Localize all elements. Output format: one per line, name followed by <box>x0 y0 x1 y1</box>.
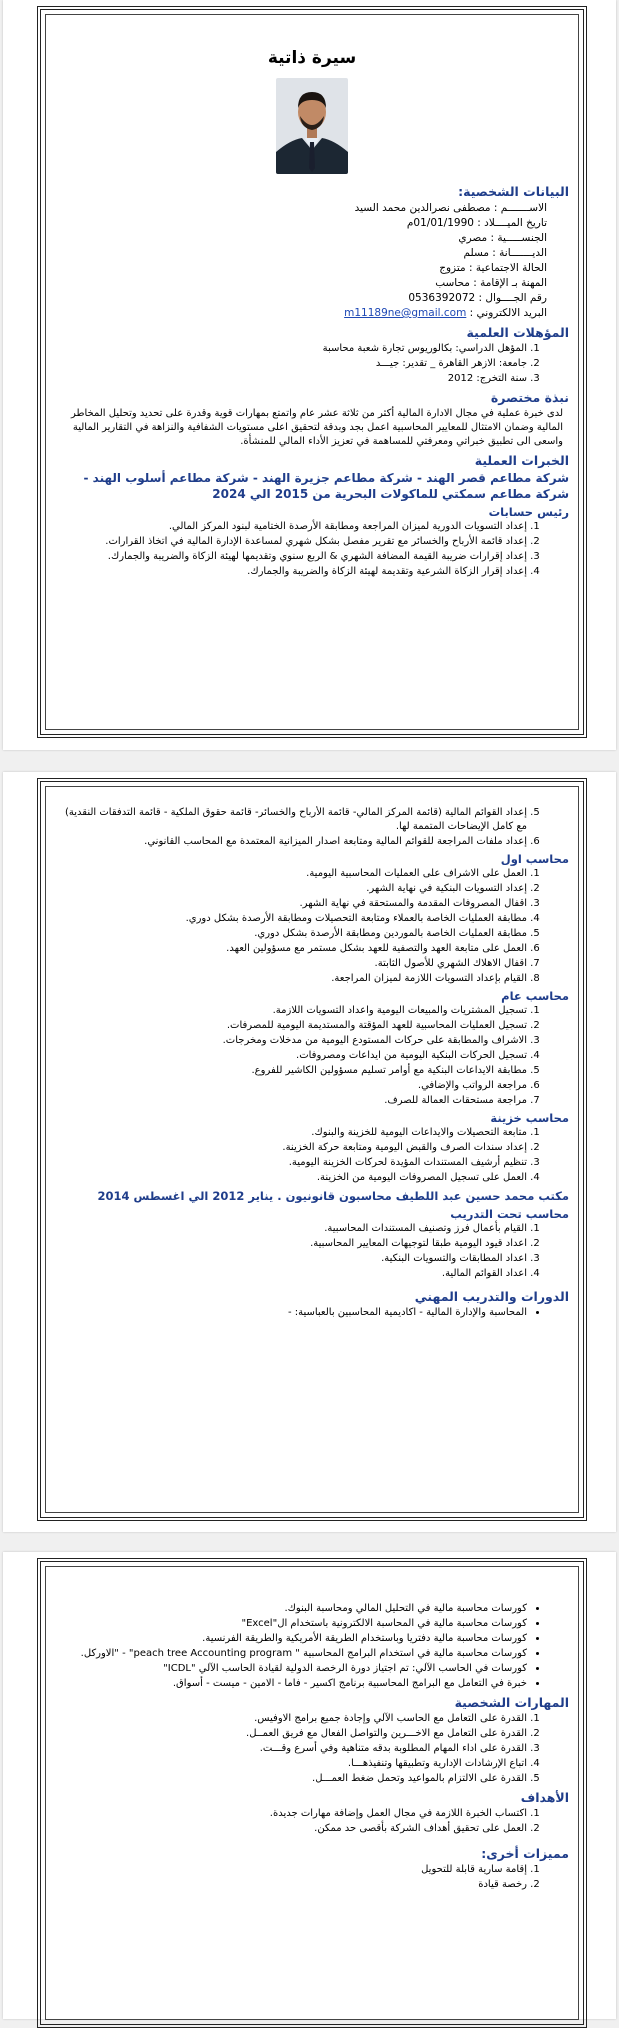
list-item: 4. العمل على تسجيل المصروفات اليومية من الخزينة. <box>61 1171 527 1185</box>
list-item: 1. اكتساب الخبرة اللازمة في مجال العمل وإضافة مهارات جديدة. <box>61 1807 527 1821</box>
skills-list <box>55 1712 569 1786</box>
role-trainee-accountant: محاسب تحت التدريب <box>450 1207 569 1221</box>
office-line: مكتب محمد حسين عبد اللطيف محاسبون قانونيون . يناير 2012 الي اغسطس 2014 <box>97 1189 569 1203</box>
trainee-accountant-tasks <box>55 1222 569 1281</box>
page-3-border <box>37 1558 587 2028</box>
list-item: 1. تسجيل المشتريات والمبيعات اليومية واعداد التسويات اللازمة. <box>61 1004 527 1018</box>
list-item: 6. مراجعة الرواتب والإضافي. <box>61 1079 527 1093</box>
page-3-content <box>55 1602 569 2010</box>
list-item: 4. اتباع الإرشادات الإدارية وتطبيقها وتنفيذهـــا. <box>61 1757 527 1771</box>
page-2-content <box>55 806 569 1503</box>
list-item: 3. تنظيم أرشيف المستندات المؤيدة لحركات الخزينة اليومية. <box>61 1156 527 1170</box>
qualifications-list <box>55 342 569 386</box>
list-item: 4. تسجيل الحركات البنكية اليومية من ايداعات ومصروفات. <box>61 1049 527 1063</box>
list-item: 1. العمل على الاشراف على العمليات المحاسبية اليومية. <box>61 867 527 881</box>
list-item: 5. مطابقة العمليات الخاصة بالموردين ومطابقة الأرصدة بشكل دوري. <box>61 927 527 941</box>
personal-marital-status: الحالة الاجتماعية : متزوج <box>439 262 547 274</box>
list-item: 3. الاشراف والمطابقة على حركات المستودع اليومية من مدخلات ومخرجات. <box>61 1034 527 1048</box>
email-link[interactable]: m11189ne@gmail.com <box>344 307 467 319</box>
list-item: • كورسات محاسبة مالية في استخدام البرامج المحاسبية " peach tree Accounting program" - "الاوركل. <box>61 1647 527 1661</box>
list-item: 6. إعداد ملفات المراجعة للقوائم المالية ومتابعة اصدار الميزانية المعتمدة مع المحاسب القانوني. <box>61 835 527 849</box>
list-item: 6. العمل على متابعة العهد والتصفية للعهد بشكل مستمر مع مسؤولين العهد. <box>61 942 527 956</box>
head-accountant-tasks <box>55 520 569 579</box>
list-item: 2. إعداد قائمة الأرباح والخسائر مع تقرير مفصل بشكل شهري لمساعدة الإدارة المالية في اتخاذ القرارات. <box>61 535 527 549</box>
page-2-border <box>37 778 587 1521</box>
list-item: 5. مطابقة الايداعات البنكية مع أوامر تسليم مسؤولين الكاشير للفروع. <box>61 1064 527 1078</box>
list-item: 8. القيام بإعداد التسويات اللازمة لميزان المراجعة. <box>61 972 527 986</box>
personal-religion: الديـــــــانة : مسلم <box>463 247 547 259</box>
list-item: 2. القدرة على التعامل مع الاخـــرين والتواصل الفعال مع فريق العمــل. <box>61 1727 527 1741</box>
list-item: • كورسات محاسبة مالية في المحاسبة الالكترونية باستخدام ال"Excel" <box>61 1617 527 1631</box>
personal-birthdate: تاريخ الميــــلاد : 01/01/1990م <box>406 217 547 229</box>
other-features-heading: مميزات أخرى: <box>481 1846 569 1861</box>
list-item: 2. اعداد قيود اليومية طبقا لتوجيهات المعايير المحاسبية. <box>61 1237 527 1251</box>
list-item: 1. المؤهل الدراسي: بكالوريوس تجارة شعبة محاسبة <box>61 342 527 356</box>
experience-heading: الخبرات العملية <box>474 453 569 468</box>
list-item: 3. القدرة على اداء المهام المطلوبة بدقه متناهية وفي أسرع وقـــت. <box>61 1742 527 1756</box>
list-item: 2. العمل على تحقيق أهداف الشركة بأقصى حد ممكن. <box>61 1822 527 1836</box>
list-item: 1. إعداد التسويات الدورية لميزان المراجعة ومطابقة الأرصدة الختامية لبنود المركز المالي. <box>61 520 527 534</box>
personal-email-label: البريد الالكتروني : <box>469 307 547 319</box>
list-item: 2. إعداد سندات الصرف والقبض اليومية ومتابعة حركة الخزينة. <box>61 1141 527 1155</box>
courses-heading: الدورات والتدريب المهني <box>414 1289 569 1304</box>
personal-email-row <box>55 306 547 321</box>
list-item: 4. مطابقة العمليات الخاصة بالعملاء ومتابعة التحصيلات ومطابقة الأرصدة بشكل دوري. <box>61 912 527 926</box>
page-1-border <box>37 6 587 738</box>
skills-heading: المهارات الشخصية <box>454 1695 569 1710</box>
page-1-content <box>55 24 569 720</box>
head-accountant-tasks-cont <box>55 806 569 849</box>
list-item: 4. اعداد القوائم المالية. <box>61 1267 527 1281</box>
list-item: • كورسات في الحاسب الآلي: تم اجتياز دورة الرخصة الدولية لقيادة الحاسب الآلي "ICDL" <box>61 1662 527 1676</box>
list-item: 1. إقامة سارية قابلة للتحويل <box>61 1863 527 1877</box>
list-item: 7. مراجعة مستحقات العمالة للصرف. <box>61 1094 527 1108</box>
list-item: 2. رخصة قيادة <box>61 1878 527 1892</box>
personal-profession: المهنة بـ الإقامة : محاسب <box>435 277 547 289</box>
courses-list <box>55 1306 569 1320</box>
summary-text: لدى خبرة عملية في مجال الادارة المالية أكثر من ثلاثة عشر عام واتمتع بمهارات قوية وقدرة على تحديد وتحليل المخاطر المالية وضمان الامتثال للمعايير المحاسبية اعمل بجد وبدقة لتحقيق اعلى مستويات الشفافية والنزاهة في التقارير المالية واسعى الى تطبيق خبراتي ومعرفتي للمساهمة في تعزيز الأداء المالي للمنشأة. <box>70 408 563 447</box>
list-item: 5. إعداد القوائم المالية (قائمة المركز المالي- قائمة الأرباح والخسائر- قائمة حقوق الملكية - قائمة التدفقات النقدية) مع كامل الإيضاحات المتممة لها. <box>61 806 527 834</box>
senior-accountant-tasks <box>55 867 569 986</box>
list-item: 7. اقفال الاهلاك الشهري للأصول الثابتة. <box>61 957 527 971</box>
page-1 <box>3 0 616 750</box>
list-item: • كورسات محاسبة مالية في التحليل المالي ومحاسبة البنوك. <box>61 1602 527 1616</box>
role-senior-accountant: محاسب اول <box>500 852 569 866</box>
other-features-list <box>55 1863 569 1892</box>
personal-info <box>55 201 547 321</box>
list-item: 2. إعداد التسويات البنكية في نهاية الشهر. <box>61 882 527 896</box>
personal-nationality: الجنســـــية : مصري <box>458 232 547 244</box>
personal-name: الاســـــــم : مصطفى نصرالدين محمد السيد <box>354 202 547 214</box>
list-item: 1. القيام بأعمال فرز وتصنيف المستندات المحاسبية. <box>61 1222 527 1236</box>
list-item: 4. إعداد إقرار الزكاة الشرعية وتقديمة لهيئة الزكاة والضريبة والجمارك. <box>61 565 527 579</box>
qualifications-heading: المؤهلات العلمية <box>466 325 569 340</box>
list-item: 3. إعداد إقرارات ضريبة القيمة المضافة الشهري & الربع سنوي وتقديمها لهيئة الزكاة والضريبة والجمارك. <box>61 550 527 564</box>
list-item: 1. القدرة على التعامل مع الحاسب الآلي وإجادة جميع برامج الاوفيس. <box>61 1712 527 1726</box>
personal-heading: البيانات الشخصية: <box>458 184 569 199</box>
courses-list-cont <box>55 1602 569 1691</box>
goals-heading: الأهداف <box>520 1790 569 1805</box>
page-3 <box>3 1552 616 2019</box>
page-2 <box>3 772 616 1532</box>
role-treasury-accountant: محاسب خزينة <box>490 1111 569 1125</box>
list-item: • المحاسبة والإدارة المالية - اكاديمية المحاسبين بالعباسية: - <box>61 1306 527 1320</box>
list-item: 2. تسجيل العمليات المحاسبية للعهد المؤقتة والمستديمة اليومية للمصرفات. <box>61 1019 527 1033</box>
treasury-accountant-tasks <box>55 1126 569 1185</box>
summary-heading: نبذة مختصرة <box>490 390 569 405</box>
list-item: • كورسات محاسبة مالية دفتريا وباستخدام الطريقة الأمريكية والطريقة الفرنسية. <box>61 1632 527 1646</box>
cv-title: سيرة ذاتية <box>267 48 357 68</box>
list-item: 2. جامعة: الازهر القاهرة _ تقدير: جيـــد <box>61 357 527 371</box>
role-general-accountant: محاسب عام <box>501 989 569 1003</box>
list-item: 3. اقفال المصروفات المقدمة والمستحقة في نهاية الشهر. <box>61 897 527 911</box>
role-head-accountant: رئيس حسابات <box>488 505 569 519</box>
companies-line: شركة مطاعم قصر الهند - شركة مطاعم جزيرة الهند - شركة مطاعم أسلوب الهند - شركة مطاعم سمكتي للماكولات البحرية من 2015 الي 2024 <box>83 471 569 501</box>
goals-list <box>55 1807 569 1836</box>
personal-phone: رقم الجــــوال : 0536392072 <box>408 292 547 304</box>
list-item: 5. القدرة على الالتزام بالمواعيد وتحمل ضغط العمـــل. <box>61 1772 527 1786</box>
profile-photo <box>276 78 348 174</box>
general-accountant-tasks <box>55 1004 569 1108</box>
list-item: 3. سنة التخرج: 2012 <box>61 372 527 386</box>
list-item: 3. اعداد المطابقات والتسويات البنكية. <box>61 1252 527 1266</box>
list-item: • خبرة في التعامل مع البرامج المحاسبية برنامج اكسير - فاما - الامين - ميست - أسواق. <box>61 1677 527 1691</box>
list-item: 1. متابعة التحصيلات والايداعات اليومية للخزينة والبنوك. <box>61 1126 527 1140</box>
